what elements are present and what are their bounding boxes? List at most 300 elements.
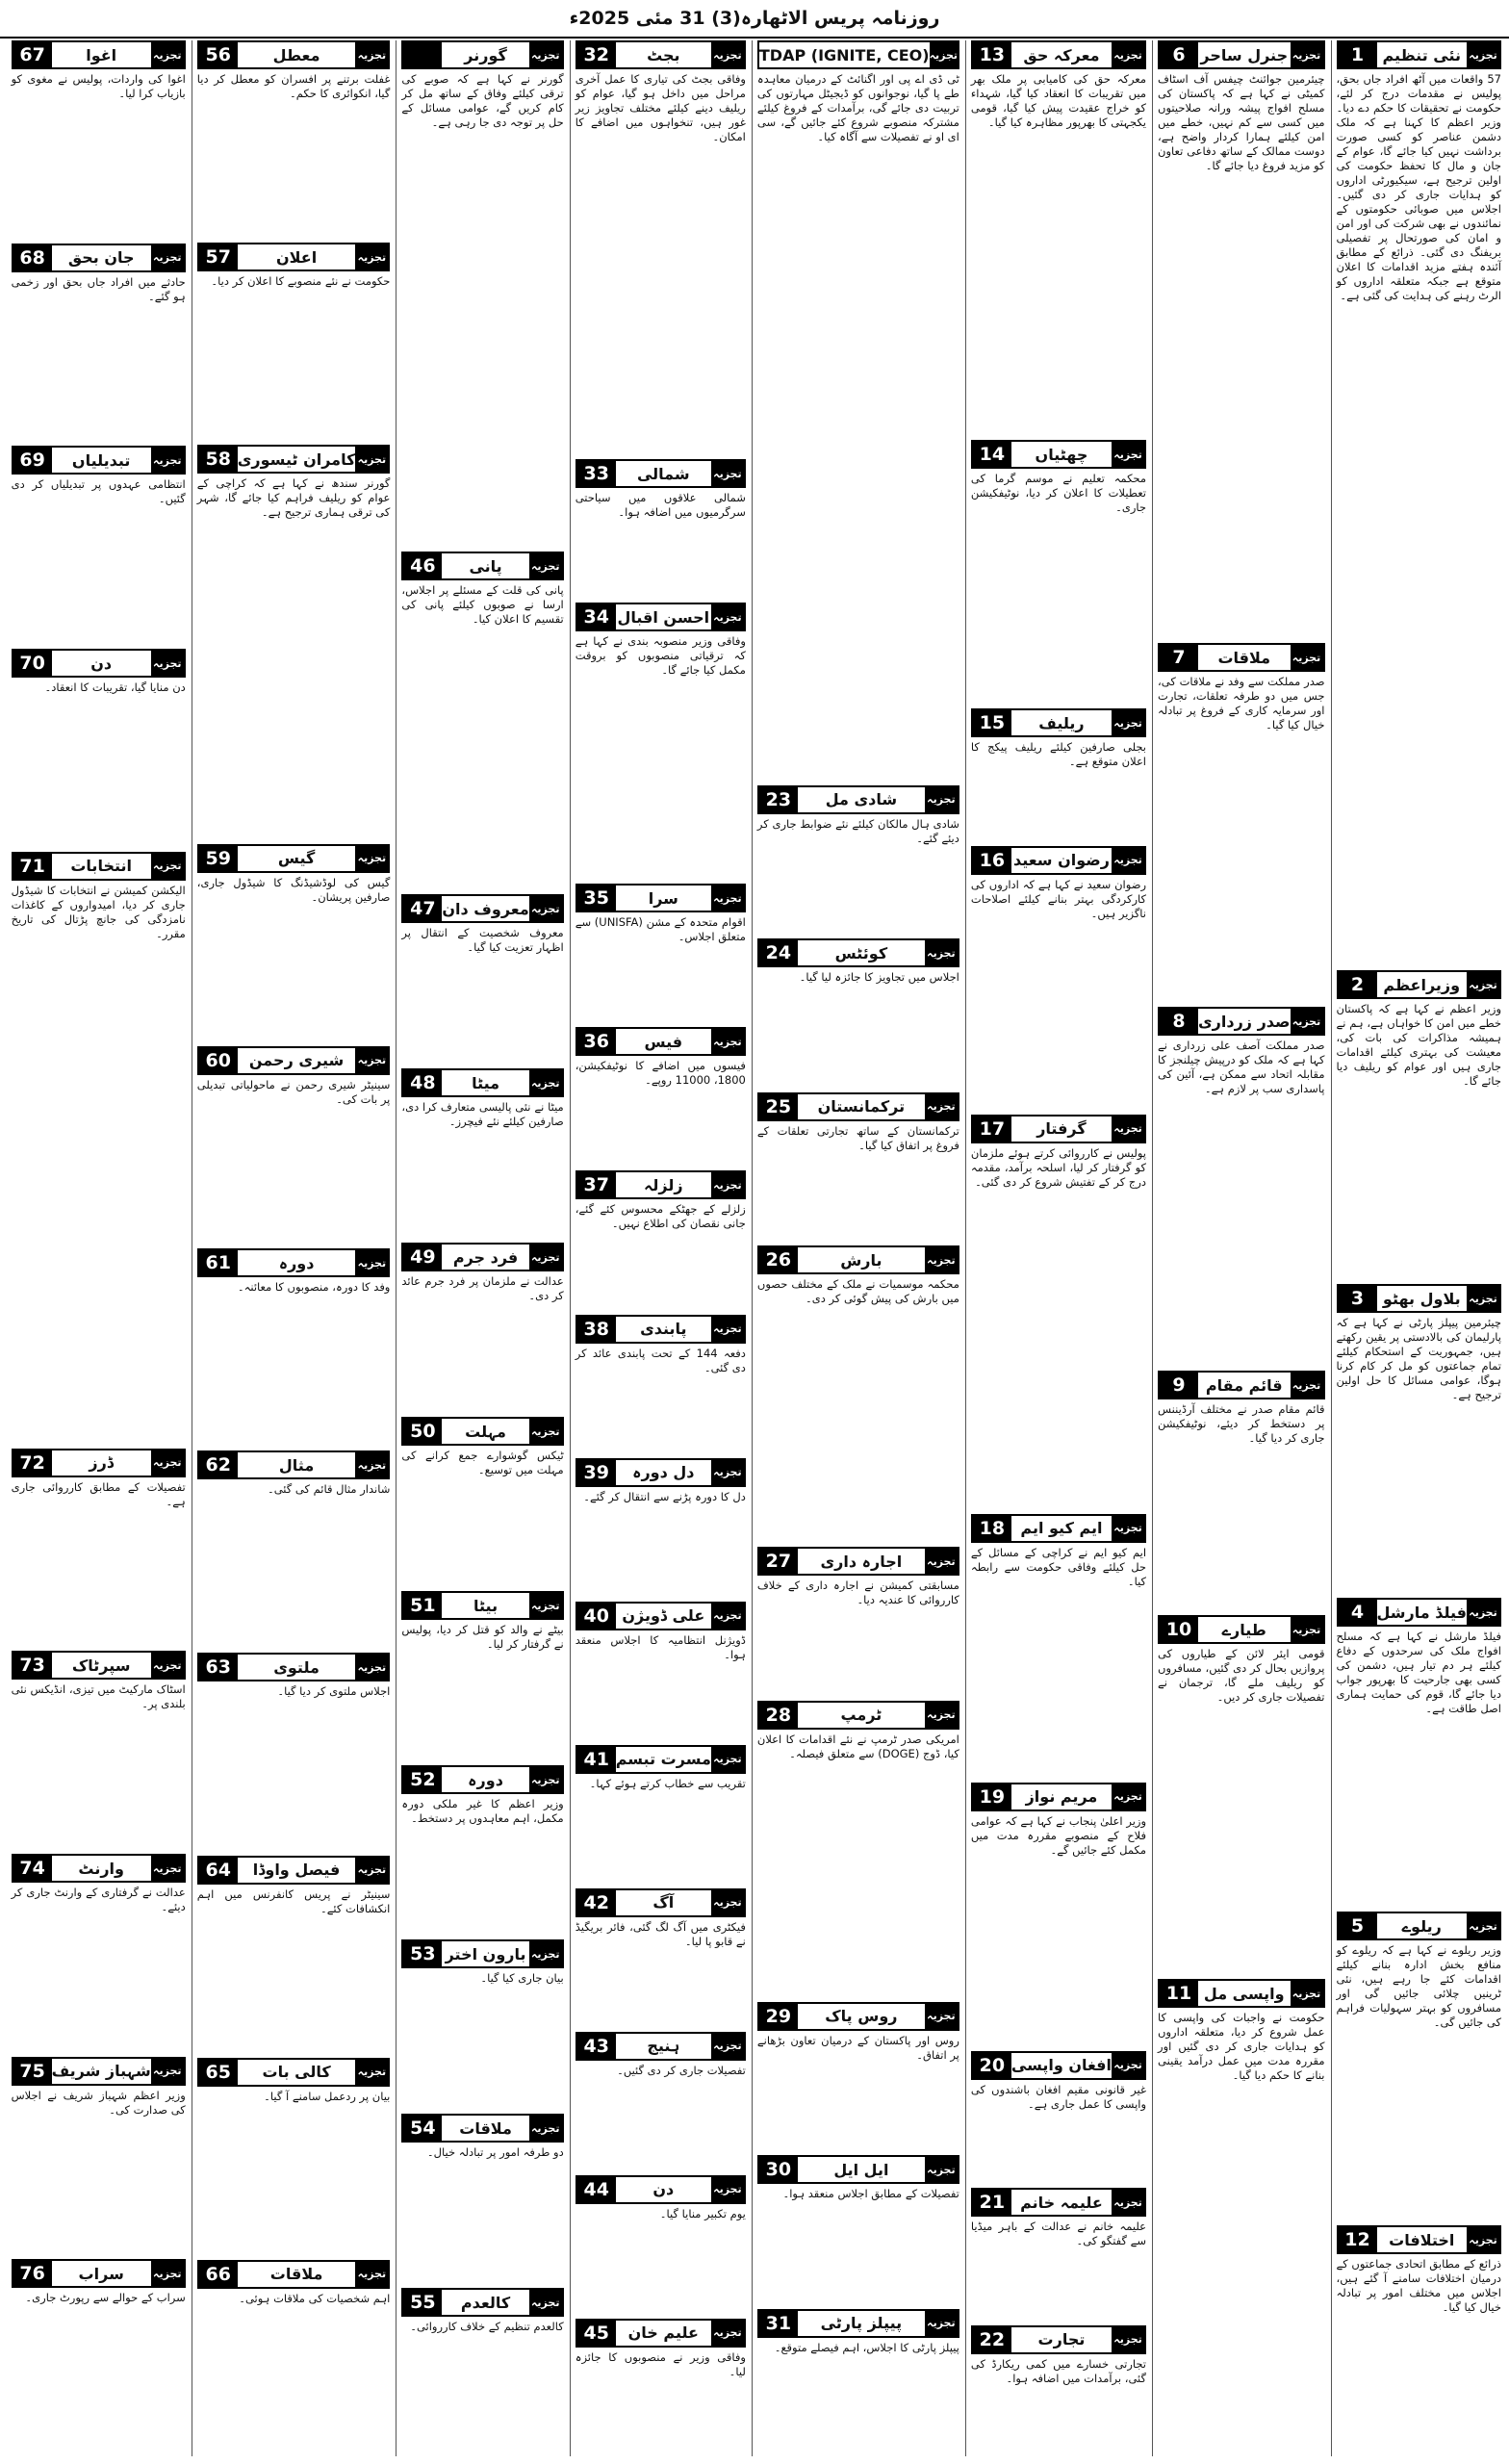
article-title: رضوان سعید (1012, 851, 1110, 870)
section-label: تجزیہ (711, 604, 744, 629)
news-article (12, 244, 186, 441)
article-title: چھٹیاں (1035, 445, 1088, 464)
news-article (971, 1115, 1146, 1508)
article-body: دن منایا گیا، تقریبات کا انعقاد۔ (44, 680, 186, 695)
section-label: تجزیہ (151, 42, 184, 67)
article-number: 26 (759, 1247, 798, 1272)
article-heading (971, 1115, 1146, 1143)
news-article (757, 1547, 959, 1695)
news-article (12, 2057, 186, 2254)
article-body: غفلت برتنے پر افسران کو معطل کر دیا گیا، انکوائری کا حکم۔ (196, 72, 391, 100)
news-article (971, 440, 1146, 703)
newspaper-page (8, 40, 1501, 2456)
article-title: احسن اقبال (617, 607, 710, 627)
article-title: فیصل واوڈا (252, 1861, 341, 1880)
article-title: ملتوی (273, 1657, 320, 1677)
news-article (971, 1514, 1146, 1777)
section-label: تجزیہ (151, 245, 184, 270)
article-title: زلزلہ (644, 1175, 683, 1194)
section-label: تجزیہ (355, 447, 388, 472)
section-label: تجزیہ (529, 1941, 562, 1966)
article-title: کوئٹس (834, 943, 888, 962)
article-number: 65 (199, 2060, 238, 2085)
article-number: 32 (577, 42, 616, 67)
article-number: 57 (199, 244, 238, 270)
news-article (1158, 1615, 1324, 1973)
article-body: معرکہ حق کی کامیابی پر ملک بھر میں تقریبات کا انعقاد کیا گیا، شہداء کو خراج عقیدت پیش کیا گیا، قومی یکجہتی کا بھرپور مظاہرہ کیا گیا۔ (970, 72, 1147, 129)
article-number: 4 (1339, 1600, 1377, 1625)
section-label: تجزیہ (529, 1245, 562, 1270)
article-number: 27 (759, 1549, 798, 1574)
article-number: 15 (973, 710, 1011, 735)
article-title: ملاقات (1217, 648, 1271, 667)
article-heading (575, 2319, 746, 2348)
news-article (401, 1939, 563, 2108)
news-article (401, 1068, 563, 1237)
section-label: تجزیہ (355, 1858, 388, 1883)
section-label: تجزیہ (355, 1048, 388, 1073)
article-number: 64 (199, 1858, 238, 1883)
article-heading (401, 1591, 563, 1620)
section-label: تجزیہ (151, 651, 184, 676)
section-label: تجزیہ (151, 1856, 184, 1881)
article-number: 73 (13, 1653, 52, 1678)
article-title: ریلیف (1038, 713, 1085, 732)
news-article (575, 1027, 746, 1165)
news-article (401, 2114, 563, 2282)
article-heading (757, 1547, 959, 1576)
article-number: 61 (199, 1250, 238, 1275)
article-title: ترکمانستان (817, 1097, 906, 1116)
article-heading (401, 552, 563, 580)
article-number: 39 (577, 1460, 616, 1485)
news-column (396, 40, 563, 2456)
article-title: پیپلز پارٹی (820, 2314, 903, 2332)
article-title: فیس (644, 1032, 683, 1051)
news-article (971, 2051, 1146, 2182)
article-title: اختلافات (1389, 2230, 1455, 2249)
article-heading (757, 2309, 959, 2338)
article-title: بلاول بھٹو (1382, 1289, 1461, 1308)
article-heading (757, 2002, 959, 2031)
article-title: دن (90, 654, 113, 673)
article-title: ملاقات (269, 2265, 323, 2284)
section-label: تجزیہ (1467, 1913, 1499, 1938)
article-title: دن (652, 2180, 675, 2199)
article-title: بیٹا (473, 1596, 499, 1615)
article-heading (401, 2114, 563, 2143)
article-number: 24 (759, 940, 798, 965)
article-title: پانی (469, 556, 502, 576)
section-label: تجزیہ (151, 2261, 184, 2286)
article-number: 48 (403, 1070, 442, 1095)
article-heading (12, 1449, 186, 1477)
news-article (757, 1245, 959, 1541)
article-body: محکمہ موسمیات نے ملک کے مختلف حصوں میں بارش کی پیش گوئی کر دی۔ (756, 1277, 959, 1305)
article-heading (971, 1783, 1146, 1811)
article-heading (12, 2057, 186, 2086)
news-article (757, 938, 959, 1087)
section-label: تجزیہ (1291, 42, 1323, 67)
article-body: محکمہ تعلیم نے موسم گرما کی تعطیلات کا اعلان کر دیا، نوٹیفکیشن جاری۔ (970, 472, 1147, 515)
article-body: علیمہ خانم نے عدالت کے باہر میڈیا سے گفتگو کی۔ (970, 2220, 1147, 2248)
article-heading (575, 1458, 746, 1487)
article-number: 10 (1160, 1617, 1198, 1642)
article-heading (1158, 1979, 1324, 2008)
section-label: تجزیہ (711, 1317, 744, 1342)
article-heading (401, 1765, 563, 1794)
article-number: 34 (577, 604, 616, 629)
article-title: بارون اختر (445, 1944, 526, 1964)
section-label: تجزیہ (1112, 2053, 1144, 2078)
article-number: 60 (199, 1048, 238, 1073)
article-heading (197, 2260, 391, 2289)
article-body: گورنر سندھ نے کہا ہے کہ کراچی کے عوام کو ریلیف فراہم کیا جائے گا، شہر کی ترقی ہماری ترجیح ہے۔ (196, 476, 391, 520)
article-title: اعلان (275, 247, 318, 267)
article-title: ہنیج (647, 2037, 680, 2056)
article-title: ایم کیو ایم (1020, 1519, 1103, 1538)
article-heading (575, 40, 746, 69)
article-title: معروف دان (442, 899, 529, 918)
news-article (197, 2260, 391, 2456)
article-number: 63 (199, 1655, 238, 1680)
article-title: شمالی (636, 464, 690, 483)
article-body: قائم مقام صدر نے مختلف آرڈیننس پر دستخط کر دیئے، نوٹیفکیشن جاری کر دیا گیا۔ (1158, 1402, 1325, 1445)
article-heading (401, 1939, 563, 1968)
section-label: تجزیہ (1112, 1784, 1144, 1810)
article-body: غیر قانونی مقیم افغان باشندوں کی واپسی کا عمل جاری ہے۔ (970, 2082, 1147, 2111)
article-heading (1337, 970, 1502, 999)
article-title: شادی مل (825, 790, 898, 808)
article-number: 35 (577, 886, 616, 911)
news-article (575, 2032, 746, 2169)
section-label: تجزیہ (711, 1604, 744, 1629)
section-label: تجزیہ (711, 2177, 744, 2202)
section-label: تجزیہ (1291, 1981, 1323, 2006)
news-article (971, 846, 1146, 1109)
article-title: کالعدم (460, 2293, 511, 2312)
article-heading (575, 2175, 746, 2204)
article-heading (575, 1602, 746, 1630)
news-article (1158, 643, 1324, 1001)
section-label: تجزیہ (925, 2311, 958, 2336)
news-article (12, 1854, 186, 2051)
article-number: 7 (1160, 645, 1198, 670)
article-heading (575, 1888, 746, 1917)
article-title: افغان واپسی (1010, 2056, 1113, 2075)
section-label: تجزیہ (711, 461, 744, 486)
news-article (401, 1243, 563, 1411)
section-label: تجزیہ (1112, 442, 1144, 467)
article-body: وزیر اعلیٰ پنجاب نے کہا ہے کہ عوامی فلاح کے منصوبے مقررہ مدت میں مکمل کئے جائیں گے۔ (970, 1813, 1147, 1857)
article-title: جنرل ساحر (1200, 45, 1289, 64)
article-title: معطل (272, 45, 320, 64)
article-number: 72 (13, 1450, 52, 1476)
news-article (197, 1653, 391, 1849)
article-number: 74 (13, 1856, 52, 1881)
article-body: مسابقتی کمیشن نے اجارہ داری کے خلاف کارروائی کا عندیہ دیا۔ (756, 1578, 959, 1606)
article-title: کامران ٹیسوری (237, 449, 356, 469)
article-number: 53 (403, 1941, 442, 1966)
section-label: تجزیہ (529, 2116, 562, 2141)
article-body: عدالت نے گرفتاری کے وارنٹ جاری کر دیئے۔ (11, 1886, 186, 1914)
article-body: فیلڈ مارشل نے کہا ہے کہ مسلح افواج ملک کی سرحدوں کے دفاع کیلئے ہر دم تیار ہیں، دشمن کی کسی بھی جارحیت کا بھرپور جواب دیا جائے گا، قوم کی حمایت ہماری اصل طاقت ہے۔ (1336, 1630, 1501, 1715)
section-label: تجزیہ (151, 854, 184, 879)
article-heading (12, 40, 186, 69)
article-number: 8 (1160, 1009, 1198, 1034)
article-number: 70 (13, 651, 52, 676)
article-title: مریم نواز (1025, 1787, 1098, 1807)
section-label: تجزیہ (711, 42, 744, 67)
article-body: میٹا نے نئی پالیسی متعارف کرا دی، صارفین کیلئے نئے فیچرز۔ (401, 1100, 564, 1128)
article-heading (1337, 40, 1502, 69)
section-label: تجزیہ (1291, 1373, 1323, 1398)
article-number: 42 (577, 1890, 616, 1915)
article-number: 38 (577, 1317, 616, 1342)
article-body: وفاقی وزیر نے منصوبوں کا جائزہ لیا۔ (575, 2349, 746, 2378)
section-label: تجزیہ (355, 2060, 388, 2085)
news-article (1337, 1912, 1502, 2220)
article-heading (197, 2058, 391, 2087)
article-body: بیان پر ردعمل سامنے آ گیا۔ (264, 2089, 391, 2103)
article-number: 13 (973, 42, 1011, 67)
article-heading (575, 1027, 746, 1056)
article-title: معرکہ حق (1023, 45, 1100, 64)
news-article (197, 1450, 391, 1647)
article-number: 16 (973, 848, 1011, 873)
news-article (575, 1170, 746, 1308)
article-heading (575, 1745, 746, 1774)
article-number: 29 (759, 2004, 798, 2029)
article-body: وفد کا دورہ، منصوبوں کا معائنہ۔ (237, 1280, 391, 1295)
article-body: قومی ایئر لائن کے طیاروں کی پروازیں بحال کر دی گئیں، مسافروں کو ریلیف ملے گا، ترجمان نے تفصیلات جاری کر دیں۔ (1158, 1647, 1325, 1704)
section-label: تجزیہ (925, 940, 958, 965)
article-number: 46 (403, 553, 442, 578)
article-body: شادی ہال مالکان کیلئے نئے ضوابط جاری کر دیئے گئے۔ (756, 816, 959, 845)
article-number: 20 (973, 2053, 1011, 2078)
news-article (197, 40, 391, 237)
article-body: پولیس نے کارروائی کرتے ہوئے ملزمان کو گرفتار کر لیا، اسلحہ برآمد، مقدمہ درج کر کے تفتیش شروع کر دی گئی۔ (970, 1145, 1147, 1189)
section-label: تجزیہ (1467, 42, 1499, 67)
news-article (401, 2288, 563, 2456)
article-number: 67 (13, 42, 52, 67)
article-heading (197, 243, 391, 271)
article-title: اغوا (86, 45, 117, 64)
news-article (757, 2155, 959, 2303)
article-number: 71 (13, 854, 52, 879)
news-article (971, 40, 1146, 434)
news-column (965, 40, 1146, 2456)
news-article (197, 844, 391, 1040)
section-label: تجزیہ (1112, 42, 1144, 67)
section-label: تجزیہ (1291, 645, 1323, 670)
article-heading (971, 2325, 1146, 2354)
article-title: دورہ (468, 1770, 503, 1789)
news-article (971, 2188, 1146, 2319)
article-title: گرفتار (1036, 1119, 1087, 1139)
section-label: تجزیہ (930, 42, 958, 67)
section-label: تجزیہ (1467, 972, 1499, 997)
article-body: فیکٹری میں آگ لگ گئی، فائر بریگیڈ نے قابو پا لیا۔ (575, 1919, 746, 1948)
article-body: صدر مملکت سے وفد نے ملاقات کی، جس میں دو طرفہ تعلقات، تجارت اور سرمایہ کاری کے فروغ پر تبادلہ خیال کیا گیا۔ (1158, 675, 1325, 732)
article-number (403, 42, 442, 67)
section-label: تجزیہ (1112, 1116, 1144, 1142)
news-article (757, 1092, 959, 1241)
article-number: 66 (199, 2262, 238, 2287)
article-heading (575, 2032, 746, 2061)
article-number: 5 (1339, 1913, 1377, 1938)
article-body: یوم تکبیر منایا گیا۔ (659, 2206, 746, 2220)
article-title: علیم خان (627, 2323, 699, 2343)
article-body: وفاقی وزیر منصوبہ بندی نے کہا ہے کہ ترقیاتی منصوبوں کو بروقت مکمل کیا جائے گا۔ (575, 634, 746, 678)
article-body: کالعدم تنظیم کے خلاف کارروائی۔ (410, 2320, 564, 2333)
section-label: تجزیہ (529, 1070, 562, 1095)
news-article (197, 1248, 391, 1445)
news-article (575, 884, 746, 1021)
article-heading (197, 40, 391, 69)
news-article (1337, 2225, 1502, 2456)
section-label: تجزیہ (1112, 2327, 1144, 2352)
section-label: تجزیہ (711, 1172, 744, 1197)
news-article (971, 2325, 1146, 2456)
section-label: تجزیہ (529, 553, 562, 578)
article-title: علی ڈویژن (622, 1606, 705, 1626)
section-label: تجزیہ (711, 1747, 744, 1772)
article-title: ریلوے (1401, 1916, 1442, 1936)
news-article (757, 2309, 959, 2457)
section-label: تجزیہ (529, 1767, 562, 1792)
section-label: تجزیہ (711, 1460, 744, 1485)
article-body: چیئرمین جوائنٹ چیفس آف اسٹاف کمیٹی نے کہا ہے کہ پاکستان کی مسلح افواج پیشہ ورانہ صلاحیتوں میں کسی سے کم نہیں، خطے میں امن کیلئے ہمارا کردار واضح ہے، دوست ممالک کے ساتھ دفاعی تعاون کو مزید فروغ دیا جائے گا۔ (1158, 72, 1325, 172)
article-heading (757, 785, 959, 814)
section-label: تجزیہ (925, 1094, 958, 1119)
news-article (12, 446, 186, 643)
article-number: 43 (577, 2034, 616, 2059)
article-body: صدر مملکت آصف علی زرداری نے کہا ہے کہ ملک کو درپیش چیلنجز کا مقابلہ اتحاد سے ممکن ہے، آئین کی پاسداری سب پر لازم ہے۔ (1158, 1039, 1325, 1095)
article-heading (197, 844, 391, 873)
article-body: اجلاس میں تجاویز کا جائزہ لیا گیا۔ (799, 970, 959, 984)
article-heading (971, 40, 1146, 69)
article-number: 25 (759, 1094, 798, 1119)
article-heading (575, 884, 746, 912)
article-body: بیان جاری کیا گیا۔ (480, 1971, 564, 1985)
article-body: وفاقی بجٹ کی تیاری کا عمل آخری مراحل میں داخل ہو گیا، عوام کو ریلیف دینے کیلئے مختلف تجاویز زیر غور ہیں، تنخواہوں میں اضافے کا امکان۔ (575, 72, 746, 143)
article-number: 49 (403, 1245, 442, 1270)
article-title: قائم مقام (1205, 1375, 1283, 1395)
news-article (12, 40, 186, 238)
article-body: دفعہ 144 کے تحت پابندی عائد کر دی گئی۔ (575, 1346, 746, 1374)
article-heading (12, 649, 186, 678)
article-heading (1158, 1615, 1324, 1644)
article-body: تفصیلات کے مطابق اجلاس منعقد ہوا۔ (782, 2187, 959, 2200)
news-column (192, 40, 391, 2456)
article-number: 31 (759, 2311, 798, 2336)
section-label: تجزیہ (1112, 2190, 1144, 2215)
article-body: اقوام متحدہ کے مشن (UNISFA) سے متعلق اجلاس۔ (575, 915, 746, 944)
article-number: 62 (199, 1452, 238, 1477)
article-title: دورہ (278, 1253, 315, 1272)
article-title: انتخابات (70, 857, 132, 876)
article-body: اجلاس ملتوی کر دیا گیا۔ (277, 1684, 391, 1699)
news-article (575, 1745, 746, 1883)
section-label: تجزیہ (355, 846, 388, 871)
article-number: 50 (403, 1419, 442, 1444)
article-heading (1337, 2225, 1502, 2254)
article-body: تفصیلات کے مطابق کارروائی جاری ہے۔ (11, 1479, 186, 1508)
article-number: 19 (973, 1784, 1011, 1810)
article-body: ترکمانستان کے ساتھ تجارتی تعلقات کے فروغ پر اتفاق کیا گیا۔ (756, 1123, 959, 1152)
article-body: گورنر نے کہا ہے کہ صوبے کی ترقی کیلئے وفاق کے ساتھ مل کر کام کریں گے، عوامی مسائل کے حل پر توجہ دی جا رہی ہے۔ (401, 72, 564, 129)
section-label: تجزیہ (355, 244, 388, 270)
article-title: فرد جرم (452, 1247, 519, 1267)
section-label: تجزیہ (151, 2059, 184, 2084)
news-article (1158, 1007, 1324, 1365)
section-label: تجزیہ (925, 1549, 958, 1574)
article-heading (197, 1248, 391, 1277)
section-label: تجزیہ (711, 886, 744, 911)
article-title: مہلت (465, 1422, 506, 1441)
article-heading (12, 244, 186, 272)
section-label: تجزیہ (1291, 1009, 1323, 1034)
article-title: شہباز شریف (51, 2062, 151, 2081)
section-label: تجزیہ (529, 42, 562, 67)
article-title: بجٹ (647, 45, 680, 64)
section-label: تجزیہ (925, 2004, 958, 2029)
article-title: سپرٹاک (71, 1656, 131, 1675)
article-body: شمالی علاقوں میں سیاحتی سرگرمیوں میں اضافہ ہوا۔ (575, 491, 746, 520)
article-body: تفصیلات جاری کر دی گئیں۔ (617, 2063, 746, 2077)
article-body: دل کا دورہ پڑنے سے انتقال کر گئے۔ (583, 1489, 746, 1503)
news-article (971, 1783, 1146, 2045)
article-number: 1 (1339, 42, 1377, 67)
article-number: 37 (577, 1172, 616, 1197)
article-heading (12, 852, 186, 881)
article-body: حکومت نے نئے منصوبے کا اعلان کر دیا۔ (211, 274, 391, 289)
article-number: 36 (577, 1029, 616, 1054)
news-article (197, 445, 391, 837)
article-body: 57 واقعات میں آٹھ افراد جاں بحق، پولیس نے مقدمات درج کر لئے، حکومت نے تحقیقات کا حکم دے دیا۔ وزیر اعظم کا کہنا ہے کہ ملک دشمن عناصر کو کسی صورت برداشت نہیں کیا جائے گا، عوام کے جان و مال کا تحفظ حکومت کی اولین ترجیح ہے، سیکیورٹی اداروں کو ہدایات جاری کر دی گئیں۔ اجلاس میں صوبائی حکومتوں کے نمائندوں نے بھی شرکت کی اور امن و امان کی صورتحال پر تفصیلی بریفنگ دی گئی۔ ذرائع کے مطابق آئندہ ہفتے مزید اقدامات کا اعلان متوقع ہے جبکہ متعلقہ اداروں کو الرٹ رہنے کی ہدایت کی گئی ہے۔ (1336, 72, 1501, 302)
news-article (575, 40, 746, 453)
article-title: دل دورہ (632, 1463, 695, 1482)
article-number: 55 (403, 2290, 442, 2315)
article-title: سرا (648, 888, 678, 908)
news-article (575, 1602, 746, 1739)
article-body: سینیٹر شیری رحمن نے ماحولیاتی تبدیلی پر بات کی۔ (196, 1077, 391, 1106)
article-title: گورنر (464, 45, 507, 64)
news-column (570, 40, 746, 2456)
article-title: بارش (840, 1250, 882, 1270)
article-title: شیری رحمن (248, 1051, 345, 1070)
section-label: تجزیہ (529, 2290, 562, 2315)
section-label: تجزیہ (529, 1419, 562, 1444)
article-number: 23 (759, 787, 798, 812)
article-title: تجارت (1037, 2330, 1086, 2349)
article-heading (1158, 643, 1324, 672)
news-column (1152, 40, 1324, 2456)
article-body: تقریب سے خطاب کرتے ہوئے کہا۔ (589, 1776, 746, 1790)
news-article (401, 1765, 563, 1934)
article-number: 3 (1339, 1286, 1377, 1311)
article-title: ڈرز (89, 1453, 114, 1473)
article-number: 69 (13, 448, 52, 473)
article-number: 41 (577, 1747, 616, 1772)
section-label: تجزیہ (711, 1890, 744, 1915)
article-body: ٹیکس گوشوارے جمع کرانے کی مہلت میں توسیع۔ (401, 1449, 564, 1476)
article-body: حادثے میں افراد جاں بحق اور زخمی ہو گئے۔ (11, 274, 186, 303)
section-label: تجزیہ (925, 2157, 958, 2182)
section-label: تجزیہ (925, 1703, 958, 1728)
news-article (1337, 1284, 1502, 1592)
